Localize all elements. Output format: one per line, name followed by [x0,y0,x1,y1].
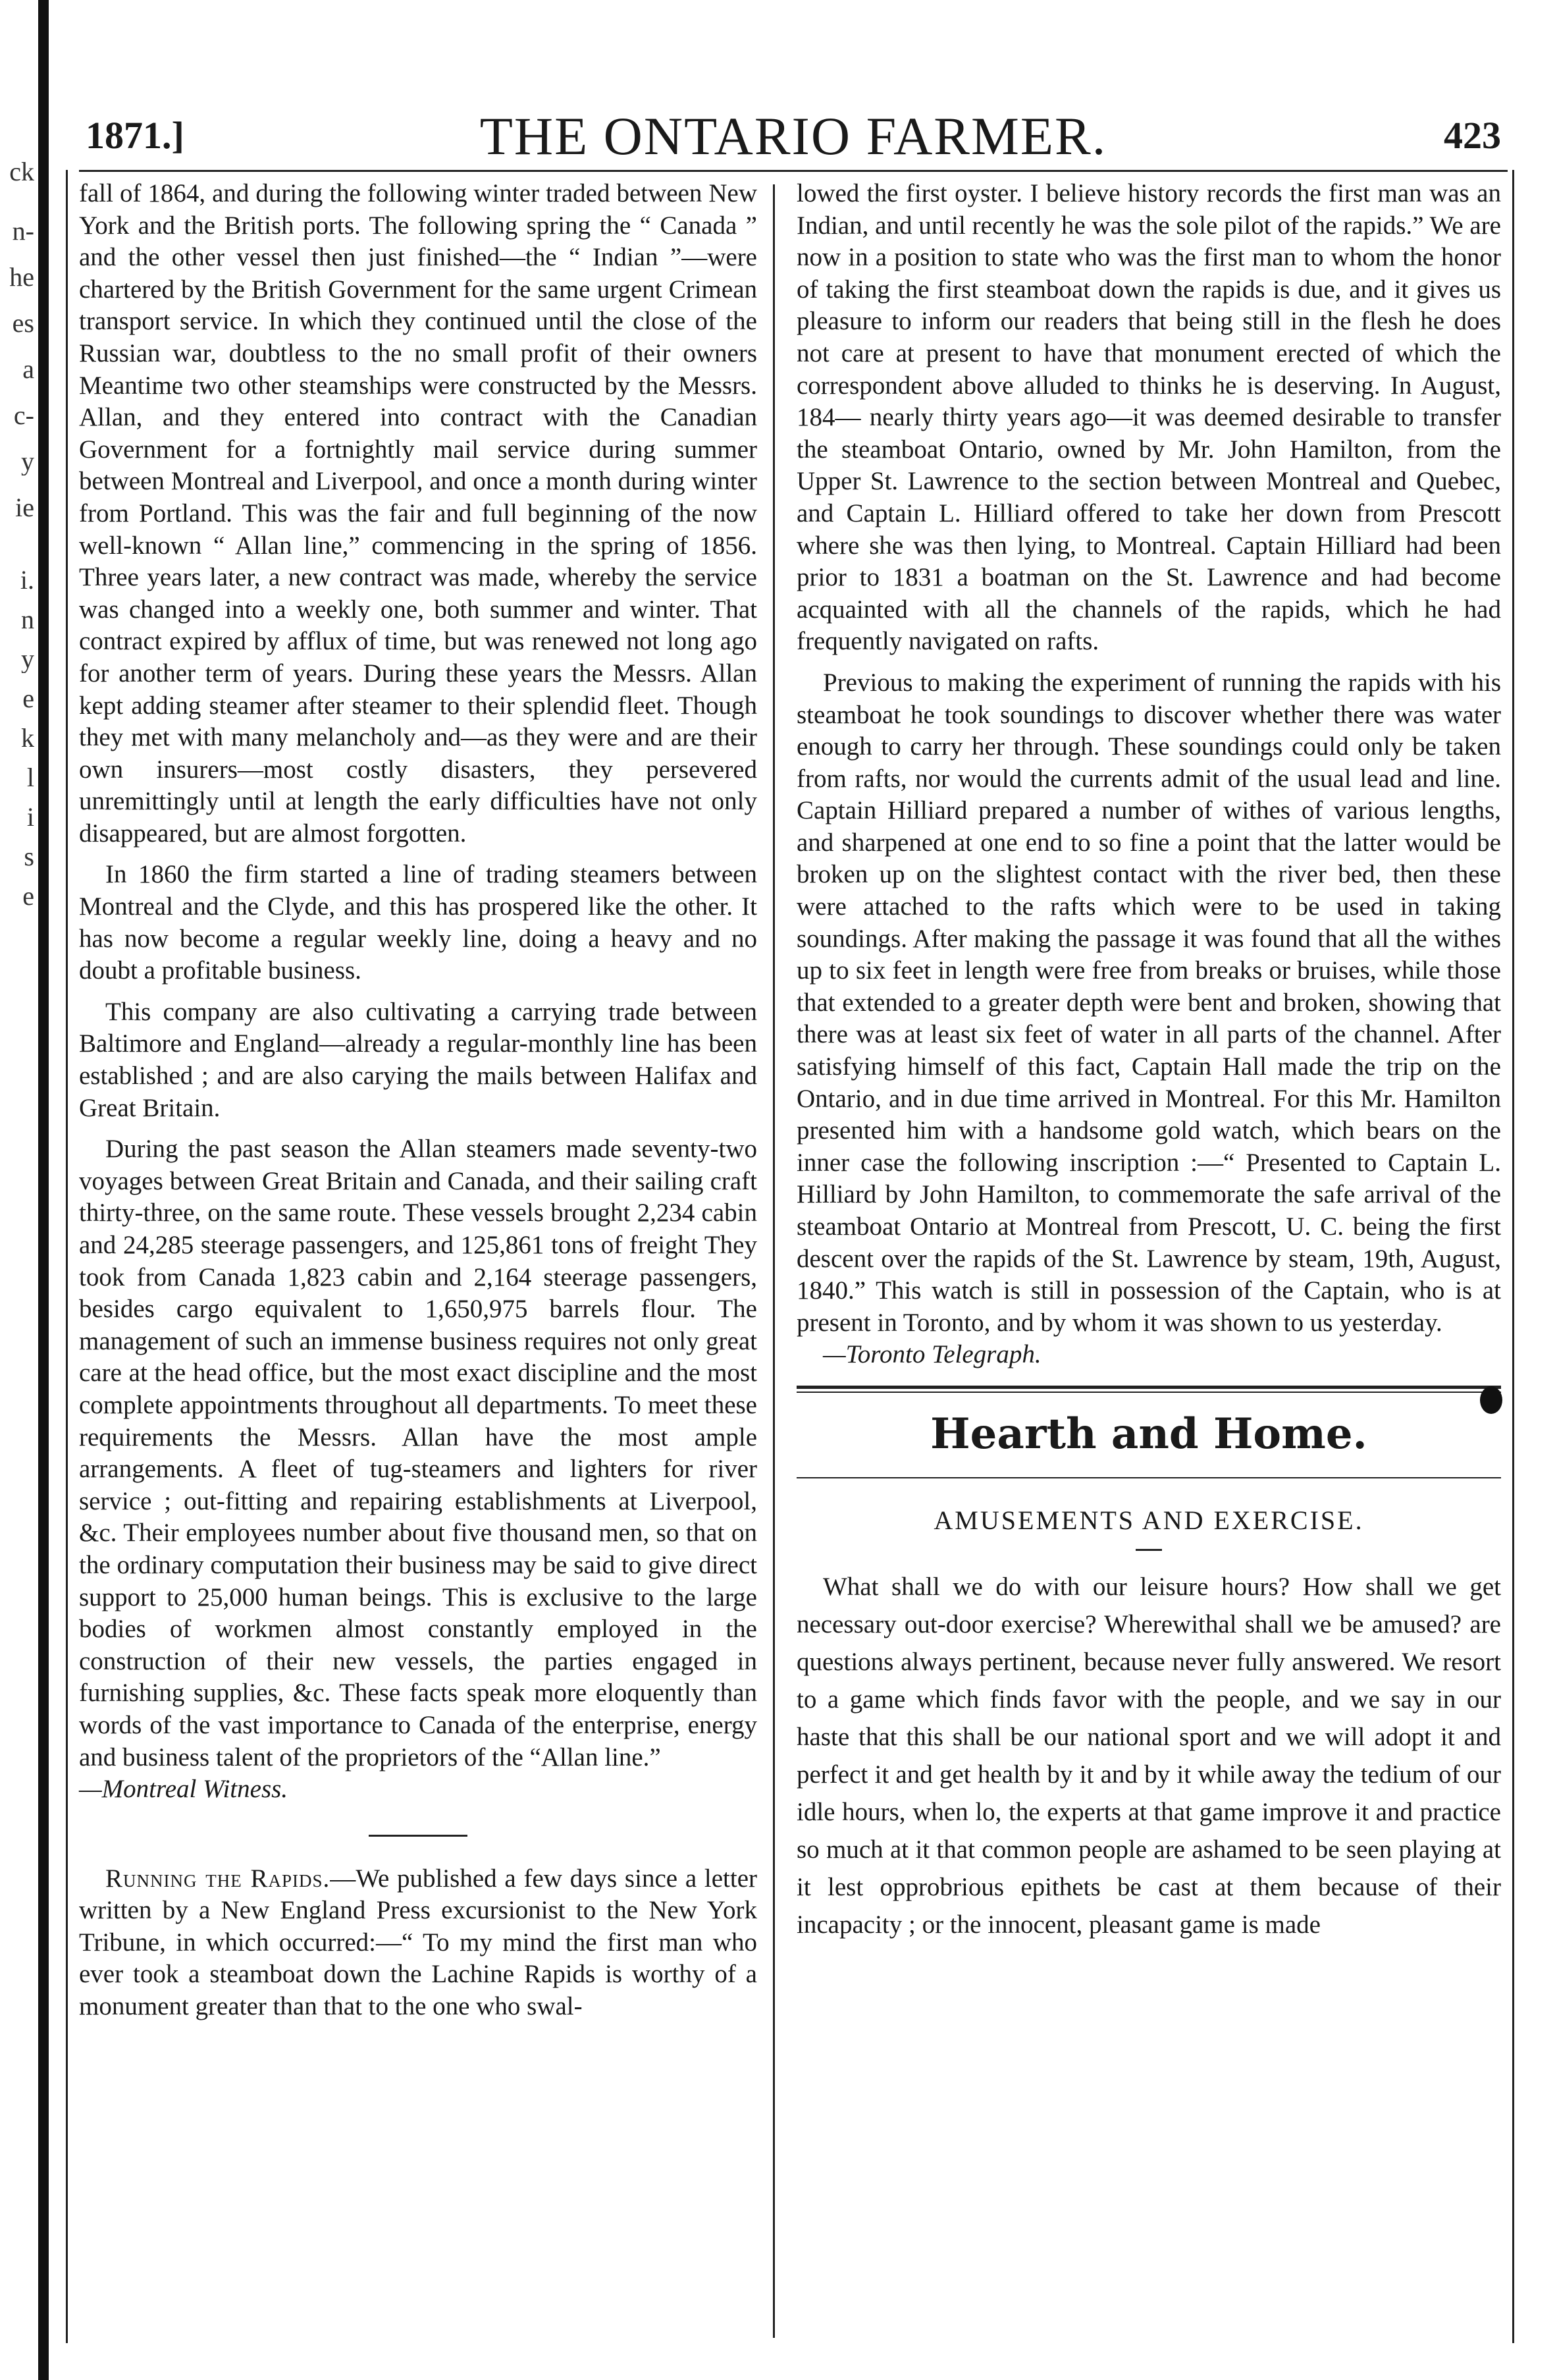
column-divider [773,184,775,2338]
left-column [79,178,757,2023]
binding-shadow [38,0,49,2380]
header-page-number: 423 [1444,114,1501,157]
header-rule [79,170,1508,172]
newspaper-page [66,79,1514,2358]
header-year: 1871.] [86,114,184,157]
section-heading-rule [797,1477,1501,1478]
article-paragraph: What shall we do with our leisure hours? How shall we get necessary out-door exercise? Wherewithal shall we be amused? are questions always pertinent, because never fully answered. We resort to a game which finds favor with the people, and we say in our haste that this shall be our national sport and we will adopt it and perfect it and get health by it and by it while away the tedium of our idle hours, when lo, the experts at that game improve it and practice so much at it that common people are ashamed to be seen playing at it lest opprobrious epithets be cast at them because of their incapacity ; or the innocent, pleasant game is made [797,1572,1501,1939]
margin-fragment: n- [12,217,34,245]
article-paragraph: Previous to making the experiment of running the rapids with his steamboat he took soundings to discover whether there was water enough to carry her through. These soundings could only be taken from rafts, nor would the currents admit of the usual lead and line. Captain Hilliard prepared a number of withes of various lengths, and sharpened at one end to so fine a point that the latter would be broken up on the slightest contact with the river bed, then these were attached to the rafts which were to be used in taking soundings. After making the passage it was found that all the withes up to six feet in length were free from breaks or bruises, while those that extended to a greater depth were bent and broken, showing that there was at least six feet of water in all parts of the channel. After satisfying himself of this fact, Captain Hall made the trip on the Ontario, and in due time arrived in Montreal. For this Mr. Hamilton presented him with a handsome gold watch, which bears on the inner case the following inscription :—“ Presented to Captain L. Hilliard by John Hamilton, to commemorate the safe arrival of the steamboat Ontario at Montreal from Prescott, U. C. being the first descent over the rapids of the St. Lawrence by steam, 19th, August, 1840.” This watch is still in possession of the Captain, who is at present in Toronto, and by whom it was shown to us yesterday. [797,668,1501,1337]
article-source: —Montreal Witness. [79,1775,288,1804]
margin-fragment: e [22,685,34,713]
margin-fragment: n [21,606,34,634]
header-title: THE ONTARIO FARMER. [479,106,1107,166]
article-separator [369,1835,467,1837]
margin-fragment: s [24,843,34,871]
margin-fragment: he [9,263,34,291]
left-border [66,170,68,2343]
left-margin-bleed [0,0,66,2380]
page-header [79,99,1508,171]
margin-fragment: l [26,764,34,792]
article-paragraph: lowed the first oyster. I believe history records the first man was an Indian, and until recently he was the sole pilot of the rapids.” We are now in a position to state who was the first man to whom the honor of taking the first steamboat down the rapids is due, and it gives us pleasure to inform our readers that being still in the flesh he does not care at present to have that monument erected of which the correspondent above alluded to thinks he is deserving. In August, 184— nearly thirty years ago—it was deemed desirable to transfer the steamboat Ontario, owned by Mr. John Hamilton, from the Upper St. Lawrence to the section between Montreal and Quebec, and Captain L. Hilliard offered to take her down from Prescott where she was then lying, to Montreal. Captain Hilliard had been prior to 1831 a boatman on the St. Lawrence and had become acquainted with all the channels of the rapids, which he had frequently navigated on rafts. [797,179,1501,656]
margin-fragment: es [12,310,34,337]
margin-fragment: y [21,448,34,475]
margin-fragment: a [22,356,34,383]
margin-fragment: c- [13,402,34,429]
margin-fragment: i [26,803,34,831]
subheading-dash [1136,1549,1162,1551]
article-subheading: AMUSEMENTS AND EXERCISE. [934,1505,1364,1535]
section-rule [797,1392,1501,1393]
section-rule [797,1386,1501,1389]
right-border [1512,170,1514,2343]
article-paragraph: In 1860 the firm started a line of trading steamers between Montreal and the Clyde, and this has prospered like the other. It has now become a regular weekly line, doing a heavy and no doubt a profitable business. [79,860,757,985]
ink-blot [1480,1386,1502,1414]
rapids-text: —We published a few days since a letter written by a New England Press excursionist to the New York Tribune, in which occurred:—“ To my mind the first man who ever took a steamboat down the Lachine Rapids is worthy of a monument greater than that to the one who swal- [79,1864,757,2021]
article-paragraph: fall of 1864, and during the following winter traded between New York and the British ports. The following spring the “ Canada ” and the other vessel then just finished—the “ Indian ”—were chartered by the British Government for the same urgent Crimean transport service. In which they continued until the close of the Russian war, doubtless to the no small profit of their owners Meantime two other steamships were constructed by the Messrs. Allan, and they entered into contract with the Canadian Government for a fortnightly mail service during summer between Montreal and Liverpool, and once a month during winter from Portland. This was the fair and full beginning of the now well-known “ Allan line,” commencing in the spring of 1856. Three years later, a new contract was made, whereby the service was changed into a weekly one, both summer and winter. That contract expired by afflux of time, but was renewed not long ago for another term of years. During these years the Messrs. Allan kept adding steamer after steamer to their splendid fleet. Though they met with many melancholy and—as they were and are their own insurers—most costly disasters, they persevered unremittingly until at length the early difficulties have not only disappeared, but are almost forgotten. [79,179,757,848]
margin-fragment: ie [15,494,34,522]
article-source: —Toronto Telegraph. [823,1340,1042,1369]
margin-fragment: y [21,645,34,673]
margin-fragment: i. [20,566,34,594]
margin-fragment: e [22,882,34,910]
rapids-heading: Running the Rapids. [105,1864,330,1893]
right-column [797,178,1501,1943]
article-paragraph: This company are also cultivating a carrying trade between Baltimore and England—already a regular-monthly line has been established ; and are also carying the mails between Halifax and Great Britain. [79,997,757,1122]
article-paragraph: During the past season the Allan steamers made seventy-two voyages between Great Britain and Canada, and their sailing craft thirty-three, on the same route. These vessels brought 2,234 cabin and 24,285 steerage passengers, and 125,861 tons of freight They took from Canada 1,823 cabin and 2,164 steerage passengers, besides cargo equivalent to 1,650,975 barrels flour. The management of such an immense business requires not only great care at the head office, but the most exact discipline and the most complete appointments throughout all departments. To meet these requirements the Messrs. Allan have the most ample arrangements. A fleet of tug-steamers and lighters for river service ; out-fitting and repairing establishments at Liverpool, &c. Their employees number about five thousand men, so that on the ordinary computation their business may be said to give direct support to 25,000 human beings. This is exclusive to the large bodies of workmen almost constantly employed in the construction of their new vessels, the parties engaged in furnishing supplies, &c. These facts speak more eloquently than words of the vast importance to Canada of the enterprise, energy and business talent of the proprietors of the “Allan line.” [79,1135,757,1771]
margin-fragment: ck [9,158,34,186]
section-heading: Hearth and Home. [930,1409,1367,1459]
margin-fragment: k [21,724,34,752]
